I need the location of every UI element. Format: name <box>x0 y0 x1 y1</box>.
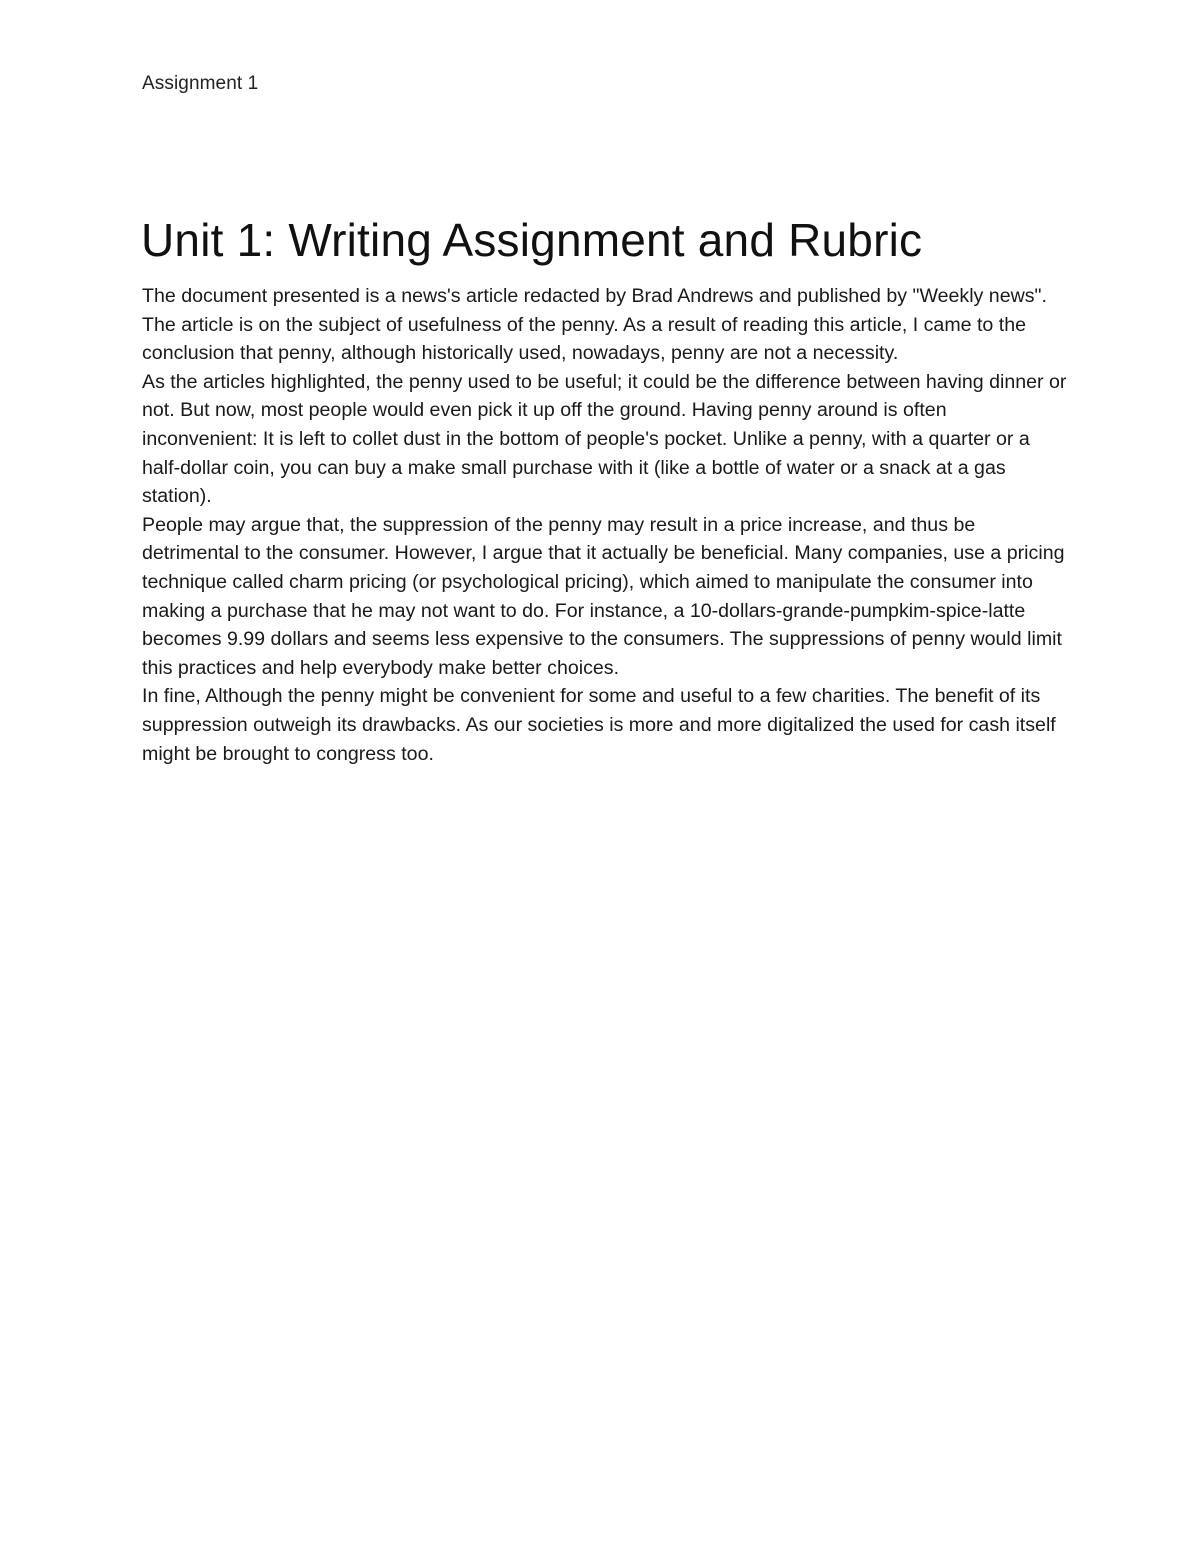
body-paragraph-3: People may argue that, the suppression of the penny may result in a price increase, and thus be detrimental to the consumer. However, I argue that it actually be beneficial. Many companies, use a pricing technique called charm pricing (or psychological pricing), which aimed to manipulate the consumer into making a purchase that he may not want to do. For instance, a 10-dollars-grande-pumpkim-spice-latte becomes 9.99 dollars and seems less expensive to the consumers. The suppressions of penny would limit this practices and help everybody make better choices. <box>142 513 1065 679</box>
body-paragraph-2: As the articles highlighted, the penny used to be useful; it could be the difference between having dinner or not. But now, most people would even pick it up off the ground. Having penny around is often inconvenient: It is left to collet dust in the bottom of people's pocket. Unlike a penny, with a quarter or a half-dollar coin, you can buy a make small purchase with it (like a bottle of water or a snack at a gas station). <box>142 370 1067 508</box>
document-body <box>142 282 1067 768</box>
body-paragraph-4: In fine, Although the penny might be convenient for some and useful to a few charities. The benefit of its suppression outweigh its drawbacks. As our societies is more and more digitalized the used for cash itself might be brought to congress too. <box>142 685 1056 765</box>
document-title: Unit 1: Writing Assignment and Rubric <box>141 214 923 266</box>
page-header-label: Assignment 1 <box>142 73 259 94</box>
body-paragraph-1: The document presented is a news's article redacted by Brad Andrews and published by "Weekly news". The article is on the subject of usefulness of the penny. As a result of reading this article, I came to the conclusion that penny, although historically used, nowadays, penny are not a necessity. <box>142 285 1047 365</box>
